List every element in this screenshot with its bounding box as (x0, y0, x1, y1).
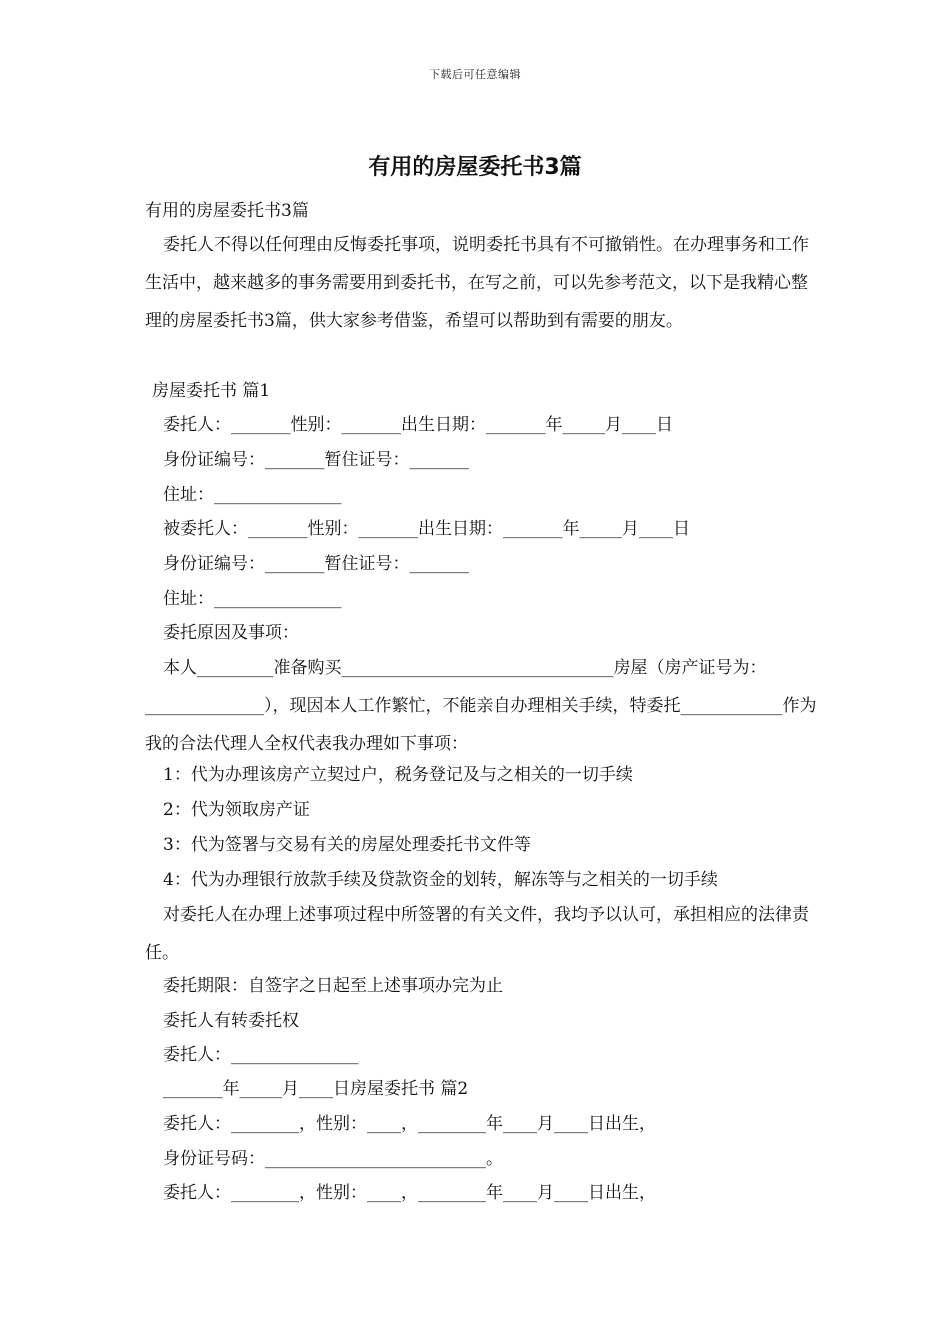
reason-label: 委托原因及事项： (163, 623, 299, 643)
section2-principal-line: 委托人：________，性别：____，________年____月____日出生， (163, 1114, 656, 1134)
intro-paragraph: 委托人不得以任何理由反悔委托事项，说明委托书具有不可撤销性。在办理事务和工作生活中，越来越多的事务需要用到委托书，在写之前，可以先参考范文，以下是我精心整理的房屋委托书3篇，供大家参考借鉴，希望可以帮助到有需要的朋友。 (145, 235, 809, 331)
statement-paragraph: 本人_________准备购买________________________________房屋（房产证号为：______________），现因本人工作繁忙，不能亲自办理相关手续，特委托____________作为我的合法代理人全权代表我办理如下事项： (145, 658, 817, 754)
agent-id-line: 身份证编号：_______暂住证号：_______ (163, 554, 469, 574)
document-title: 有用的房屋委托书3篇 (368, 155, 582, 180)
principal-line: 委托人：_______性别：_______出生日期：_______年_____月____日 (163, 415, 673, 435)
list-item: 3：代为签署与交易有关的房屋处理委托书文件等 (163, 835, 531, 855)
principal-id-line: 身份证编号：_______暂住证号：_______ (163, 450, 469, 470)
section2-id-line: 身份证号码：__________________________。 (163, 1149, 503, 1169)
section2-principal-line-2: 委托人：________，性别：____，________年____月____日出生， (163, 1183, 656, 1203)
header-note: 下载后可任意编辑 (429, 68, 521, 81)
agent-address: 住址：_______________ (163, 589, 342, 609)
date-and-section2-heading: _______年_____月____日房屋委托书 篇2 (163, 1079, 469, 1099)
transfer-right-line: 委托人有转委托权 (163, 1011, 299, 1031)
section1-heading: 房屋委托书 篇1 (152, 381, 271, 401)
acknowledgement-paragraph: 对委托人在办理上述事项过程中所签署的有关文件，我均予以认可，承担相应的法律责任。 (145, 905, 809, 963)
list-item: 2：代为领取房产证 (163, 800, 310, 820)
signature-line: 委托人：_______________ (163, 1045, 359, 1065)
subtitle: 有用的房屋委托书3篇 (145, 201, 309, 221)
list-item: 1：代为办理该房产立契过户，税务登记及与之相关的一切手续 (163, 765, 633, 785)
list-item: 4：代为办理银行放款手续及贷款资金的划转，解冻等与之相关的一切手续 (163, 870, 718, 890)
principal-address: 住址：_______________ (163, 485, 342, 505)
agent-line: 被委托人：_______性别：_______出生日期：_______年_____月____日 (163, 519, 690, 539)
term-line: 委托期限：自签字之日起至上述事项办完为止 (163, 976, 503, 996)
